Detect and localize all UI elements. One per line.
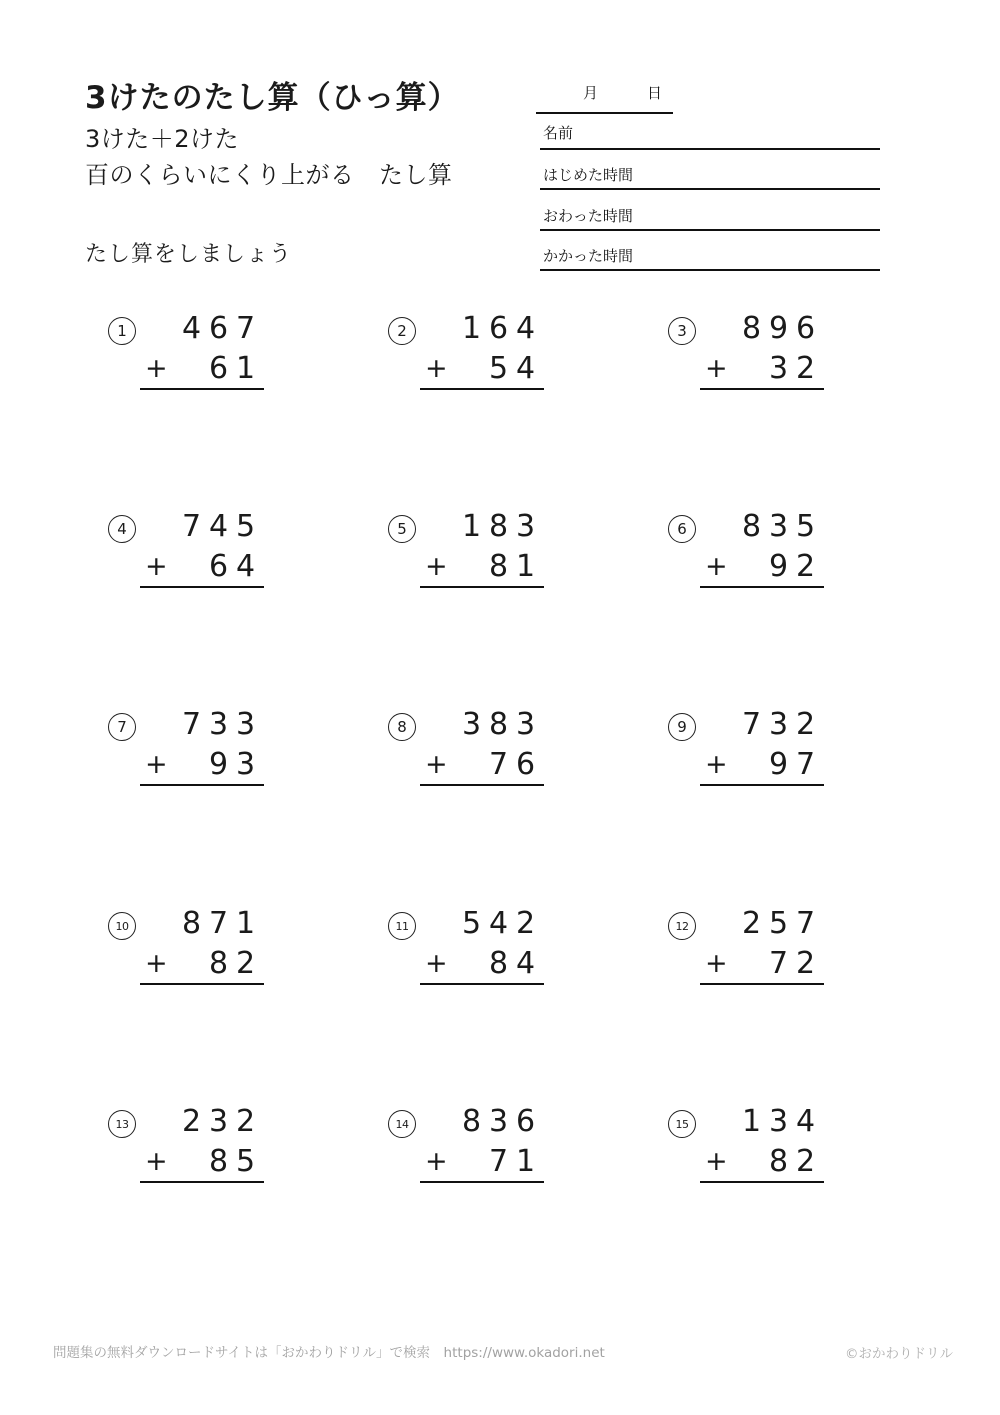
answer-line [700, 1181, 824, 1183]
instruction-text: たし算をしましょう [85, 242, 293, 267]
top-addend [700, 308, 824, 348]
top-addend-digit: 3 [768, 1103, 789, 1139]
bottom-addend-digit: 2 [795, 945, 816, 981]
top-addend-digit: 7 [235, 310, 256, 346]
bottom-addend-digit: 4 [235, 548, 256, 584]
vertical-calculation [700, 704, 824, 786]
problem-number-badge: 9 [668, 713, 696, 741]
plus-sign: + [145, 748, 168, 780]
top-addend-digit: 1 [235, 905, 256, 941]
top-addend-digit: 6 [488, 310, 509, 346]
problem [108, 308, 264, 390]
plus-sign: + [705, 1145, 728, 1177]
problem-number-badge: 12 [668, 912, 696, 940]
top-addend-digit: 8 [181, 905, 202, 941]
problem-number-badge: 2 [388, 317, 416, 345]
bottom-addend-digit: 6 [515, 746, 536, 782]
bottom-addend-digit: 5 [488, 350, 509, 386]
problem-number-badge: 13 [108, 1110, 136, 1138]
top-addend-digit: 2 [181, 1103, 202, 1139]
top-addend-digit: 2 [515, 905, 536, 941]
bottom-addend-digit: 1 [515, 1143, 536, 1179]
bottom-addend-digit: 8 [208, 945, 229, 981]
top-addend-digit: 9 [768, 310, 789, 346]
plus-sign: + [425, 550, 448, 582]
bottom-addend-digit: 6 [208, 350, 229, 386]
answer-line [420, 784, 544, 786]
top-addend-digit: 6 [208, 310, 229, 346]
vertical-calculation [700, 308, 824, 390]
problem-number-badge: 4 [108, 515, 136, 543]
answer-line [140, 388, 264, 390]
bottom-addend-digit: 8 [488, 945, 509, 981]
problem-number-badge: 10 [108, 912, 136, 940]
top-addend-digit: 3 [768, 508, 789, 544]
problem-number-badge: 6 [668, 515, 696, 543]
top-addend-digit: 8 [461, 1103, 482, 1139]
plus-sign: + [425, 1145, 448, 1177]
top-addend-digit: 6 [795, 310, 816, 346]
top-addend-digit: 3 [515, 706, 536, 742]
top-addend [420, 506, 544, 546]
problem [108, 506, 264, 588]
problem [108, 903, 264, 985]
problem-number-badge: 3 [668, 317, 696, 345]
top-addend-digit: 5 [795, 508, 816, 544]
top-addend-digit: 1 [461, 310, 482, 346]
plus-sign: + [425, 352, 448, 384]
bottom-addend-digit: 7 [488, 1143, 509, 1179]
subtitle-carry-type: 百のくらいにくり上がる たし算 [85, 161, 453, 189]
top-addend-digit: 8 [741, 508, 762, 544]
top-addend [420, 1101, 544, 1141]
top-addend [420, 704, 544, 744]
top-addend [420, 308, 544, 348]
top-addend-digit: 8 [488, 706, 509, 742]
top-addend-digit: 2 [235, 1103, 256, 1139]
top-addend [140, 1101, 264, 1141]
top-addend-digit: 1 [461, 508, 482, 544]
start-time-label: はじめた時間 [543, 166, 634, 184]
plus-sign: + [425, 947, 448, 979]
top-addend-digit: 4 [515, 310, 536, 346]
top-addend-digit: 1 [741, 1103, 762, 1139]
plus-sign: + [425, 748, 448, 780]
bottom-addend-digit: 6 [208, 548, 229, 584]
top-addend-digit: 6 [515, 1103, 536, 1139]
top-addend [140, 903, 264, 943]
name-label: 名前 [543, 124, 574, 142]
elapsed-time-field-line [540, 269, 880, 271]
top-addend-digit: 2 [741, 905, 762, 941]
bottom-addend-digit: 3 [768, 350, 789, 386]
bottom-addend-digit: 7 [488, 746, 509, 782]
problem [388, 903, 544, 985]
answer-line [700, 586, 824, 588]
top-addend-digit: 4 [488, 905, 509, 941]
answer-line [700, 983, 824, 985]
problem-number-badge: 14 [388, 1110, 416, 1138]
bottom-addend-digit: 9 [768, 548, 789, 584]
top-addend [700, 903, 824, 943]
problem [388, 704, 544, 786]
top-addend [140, 704, 264, 744]
top-addend-digit: 7 [181, 508, 202, 544]
page-title: 3けたのたし算（ひっ算） [85, 80, 460, 116]
answer-line [420, 586, 544, 588]
vertical-calculation [140, 308, 264, 390]
bottom-addend-digit: 8 [768, 1143, 789, 1179]
top-addend [700, 1101, 824, 1141]
problem [388, 308, 544, 390]
problem [668, 308, 824, 390]
footer-copyright: ©おかわりドリル [845, 1346, 953, 1362]
answer-line [700, 784, 824, 786]
problem [668, 704, 824, 786]
plus-sign: + [145, 352, 168, 384]
top-addend-digit: 3 [208, 1103, 229, 1139]
top-addend-digit: 7 [795, 905, 816, 941]
top-addend-digit: 3 [768, 706, 789, 742]
plus-sign: + [705, 748, 728, 780]
vertical-calculation [420, 1101, 544, 1183]
top-addend-digit: 3 [515, 508, 536, 544]
bottom-addend-digit: 1 [515, 548, 536, 584]
bottom-addend-digit: 4 [515, 350, 536, 386]
bottom-addend-digit: 9 [768, 746, 789, 782]
top-addend-digit: 3 [235, 706, 256, 742]
vertical-calculation [700, 1101, 824, 1183]
problem [668, 1101, 824, 1183]
plus-sign: + [705, 550, 728, 582]
answer-line [140, 784, 264, 786]
problem [388, 1101, 544, 1183]
elapsed-time-label: かかった時間 [543, 247, 634, 265]
top-addend-digit: 3 [488, 1103, 509, 1139]
problem [108, 704, 264, 786]
answer-line [420, 388, 544, 390]
bottom-addend-digit: 2 [795, 548, 816, 584]
top-addend-digit: 3 [461, 706, 482, 742]
month-label: 月 [583, 84, 599, 102]
problem-number-badge: 5 [388, 515, 416, 543]
bottom-addend-digit: 7 [768, 945, 789, 981]
plus-sign: + [145, 550, 168, 582]
problem-number-badge: 15 [668, 1110, 696, 1138]
top-addend-digit: 3 [208, 706, 229, 742]
day-label: 日 [647, 84, 663, 102]
top-addend-digit: 4 [208, 508, 229, 544]
bottom-addend-digit: 2 [235, 945, 256, 981]
answer-line [420, 1181, 544, 1183]
plus-sign: + [705, 352, 728, 384]
problem [108, 1101, 264, 1183]
top-addend [700, 704, 824, 744]
top-addend-digit: 7 [208, 905, 229, 941]
answer-line [420, 983, 544, 985]
bottom-addend-digit: 7 [795, 746, 816, 782]
vertical-calculation [140, 903, 264, 985]
end-time-field-line [540, 229, 880, 231]
answer-line [140, 1181, 264, 1183]
bottom-addend-digit: 2 [795, 1143, 816, 1179]
vertical-calculation [420, 704, 544, 786]
top-addend-digit: 5 [461, 905, 482, 941]
bottom-addend-digit: 4 [515, 945, 536, 981]
problem-number-badge: 7 [108, 713, 136, 741]
end-time-label: おわった時間 [543, 207, 633, 225]
top-addend-digit: 8 [741, 310, 762, 346]
plus-sign: + [145, 1145, 168, 1177]
bottom-addend-digit: 3 [235, 746, 256, 782]
top-addend [140, 308, 264, 348]
top-addend-digit: 7 [741, 706, 762, 742]
problem [668, 903, 824, 985]
vertical-calculation [420, 308, 544, 390]
top-addend [420, 903, 544, 943]
problem [668, 506, 824, 588]
top-addend-digit: 4 [181, 310, 202, 346]
date-field-line [536, 112, 673, 114]
vertical-calculation [140, 704, 264, 786]
vertical-calculation [420, 506, 544, 588]
name-field-line [540, 148, 880, 150]
top-addend-digit: 8 [488, 508, 509, 544]
top-addend-digit: 4 [795, 1103, 816, 1139]
problem-number-badge: 8 [388, 713, 416, 741]
problem-number-badge: 1 [108, 317, 136, 345]
top-addend-digit: 5 [235, 508, 256, 544]
vertical-calculation [140, 506, 264, 588]
top-addend [140, 506, 264, 546]
vertical-calculation [700, 903, 824, 985]
footer-site-text: 問題集の無料ダウンロードサイトは「おかわりドリル」で検索 https://www.okadori.net [53, 1345, 605, 1361]
plus-sign: + [145, 947, 168, 979]
top-addend-digit: 5 [768, 905, 789, 941]
start-time-field-line [540, 188, 880, 190]
subtitle-digit-format: 3けた＋2けた [85, 125, 240, 153]
bottom-addend-digit: 5 [235, 1143, 256, 1179]
top-addend-digit: 7 [181, 706, 202, 742]
answer-line [140, 983, 264, 985]
bottom-addend-digit: 8 [488, 548, 509, 584]
bottom-addend-digit: 9 [208, 746, 229, 782]
top-addend [700, 506, 824, 546]
bottom-addend-digit: 8 [208, 1143, 229, 1179]
problem [388, 506, 544, 588]
bottom-addend-digit: 1 [235, 350, 256, 386]
problem-number-badge: 11 [388, 912, 416, 940]
answer-line [140, 586, 264, 588]
vertical-calculation [700, 506, 824, 588]
vertical-calculation [420, 903, 544, 985]
plus-sign: + [705, 947, 728, 979]
bottom-addend-digit: 2 [795, 350, 816, 386]
top-addend-digit: 2 [795, 706, 816, 742]
answer-line [700, 388, 824, 390]
vertical-calculation [140, 1101, 264, 1183]
